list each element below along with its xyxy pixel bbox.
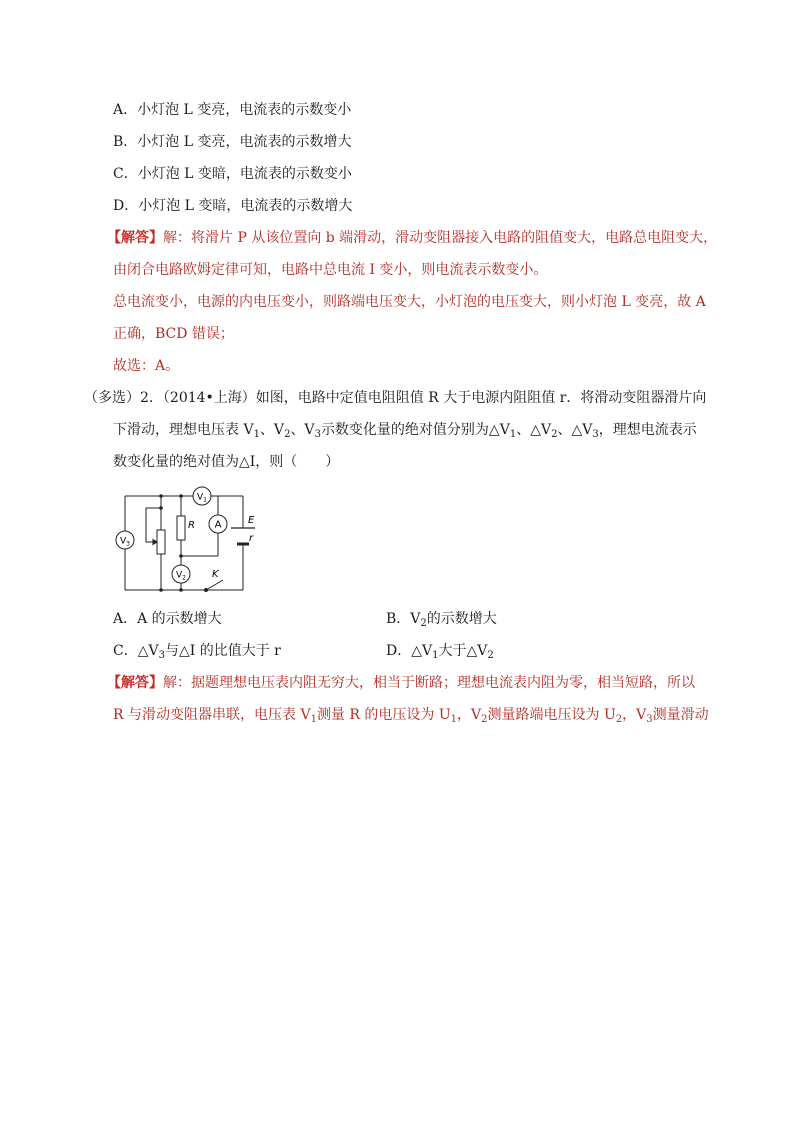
q1-option-c: C．小灯泡 L 变暗，电流表的示数变小 bbox=[113, 166, 352, 182]
v1-label: $V_1$ bbox=[197, 492, 207, 504]
answer-text: 测量路端电压设为 U bbox=[487, 707, 616, 723]
q2-answer-text-1: 解：据题理想电压表内阻无穷大，相当于断路；理想电流表内阻为零，相当短路，所以 bbox=[163, 675, 695, 691]
subscript: 1 bbox=[509, 429, 517, 440]
answer-text: R 与滑动变阻器串联，电压表 V bbox=[113, 707, 311, 723]
q2-stem-line-3: 数变化量的绝对值为△I，则（ ） bbox=[113, 454, 340, 470]
switch-label: K bbox=[212, 569, 219, 580]
q1-answer-line-4: 正确，BCD 错误； bbox=[113, 326, 234, 342]
q1-answer-line-1 bbox=[107, 229, 717, 247]
subscript: 2 bbox=[420, 618, 427, 629]
q2-stem-text: 下滑动，理想电压表 V bbox=[113, 422, 254, 438]
q1-answer-text-1: 解：将滑片 P 从该位置向 b 端滑动，滑动变阻器接入电路的阻值变大，电路总电阻变大， bbox=[163, 230, 718, 246]
subscript: 3 bbox=[314, 429, 321, 440]
subscript: 2 bbox=[551, 429, 558, 440]
q2-option-b bbox=[386, 610, 497, 628]
resistor-label: R bbox=[188, 520, 195, 531]
resistor-body bbox=[177, 516, 185, 540]
q2-stem-text: 、△V bbox=[557, 422, 593, 438]
junction-dot bbox=[159, 494, 163, 498]
ammeter-label: A bbox=[214, 519, 222, 531]
internal-resistance-label: r bbox=[249, 533, 254, 544]
circuit-diagram bbox=[108, 484, 268, 596]
q2-stem-text: 、V bbox=[259, 422, 285, 438]
q2-stem-text: 、△V bbox=[516, 422, 552, 438]
q2-stem-text: ，理想电流表示 bbox=[598, 422, 697, 438]
q2-stem-line-2 bbox=[113, 421, 697, 439]
option-text: 大于△V bbox=[438, 643, 488, 659]
junction-dot bbox=[159, 506, 163, 510]
subscript: 1 bbox=[310, 714, 317, 725]
q1-answer-line-2: 由闭合电路欧姆定律可知，电路中总电流 I 变小，则电流表示数变小。 bbox=[113, 262, 548, 278]
subscript: 3 bbox=[158, 650, 165, 661]
rheostat-slider-arrow bbox=[153, 540, 157, 545]
q2-option-a: A．A 的示数增大 bbox=[113, 611, 222, 627]
v2-label: $V_2$ bbox=[176, 570, 186, 582]
junction-dot bbox=[179, 494, 183, 498]
subscript: 2 bbox=[481, 714, 488, 725]
answer-text: ，V bbox=[457, 707, 482, 723]
subscript: 1 bbox=[450, 714, 458, 725]
subscript: 3 bbox=[646, 714, 653, 725]
q2-stem-text: 示数变化量的绝对值分别为△V bbox=[320, 422, 510, 438]
rheostat-slider-wire bbox=[146, 508, 161, 542]
q1-option-a: A．小灯泡 L 变亮，电流表的示数变小 bbox=[113, 102, 352, 118]
answer-text: ，V bbox=[622, 707, 647, 723]
q2-option-c bbox=[113, 642, 281, 660]
junction-dot bbox=[179, 554, 183, 558]
q1-answer-tag: 【解答】 bbox=[107, 230, 163, 246]
q2-stem-line-1: （多选）2．（2014•上海）如图，电路中定值电阻阻值 R 大于电源内阻阻值 r．将滑动变阻器滑片向 bbox=[84, 390, 707, 406]
switch-blade bbox=[206, 580, 223, 590]
subscript: 2 bbox=[284, 429, 291, 440]
q2-answer-line-2 bbox=[113, 706, 709, 724]
subscript: 3 bbox=[592, 429, 599, 440]
junction-dot bbox=[179, 588, 183, 592]
option-text: 与△I 的比值大于 r bbox=[164, 643, 281, 659]
option-text: C．△V bbox=[113, 643, 159, 659]
subscript: 2 bbox=[615, 714, 623, 725]
option-text: 的示数增大 bbox=[426, 611, 497, 627]
rheostat-body bbox=[157, 530, 165, 554]
subscript: 1 bbox=[432, 650, 439, 661]
option-text: D．△V bbox=[386, 643, 433, 659]
v3-label: $V_3$ bbox=[120, 536, 130, 548]
answer-text: 测量 R 的电压设为 U bbox=[316, 707, 451, 723]
subscript: 2 bbox=[487, 650, 494, 661]
q2-answer-tag: 【解答】 bbox=[107, 675, 163, 691]
q2-option-d bbox=[386, 642, 494, 660]
q1-option-d: D．小灯泡 L 变暗，电流表的示数增大 bbox=[113, 198, 353, 214]
q2-stem-text: 、V bbox=[290, 422, 315, 438]
emf-label: E bbox=[248, 515, 255, 526]
switch-pivot bbox=[204, 588, 208, 592]
subscript: 1 bbox=[253, 429, 260, 440]
answer-text: 测量滑动 bbox=[652, 707, 709, 723]
q1-answer-line-3: 总电流变小，电源的内电压变小，则路端电压变大，小灯泡的电压变大，则小灯泡 L 变亮，故 A bbox=[113, 294, 706, 310]
q1-answer-line-5: 故选：A。 bbox=[113, 358, 180, 374]
option-text: B．V bbox=[386, 611, 421, 627]
q2-answer-line-1 bbox=[107, 674, 695, 692]
q1-option-b: B．小灯泡 L 变亮，电流表的示数增大 bbox=[113, 134, 352, 150]
junction-dot bbox=[159, 588, 163, 592]
